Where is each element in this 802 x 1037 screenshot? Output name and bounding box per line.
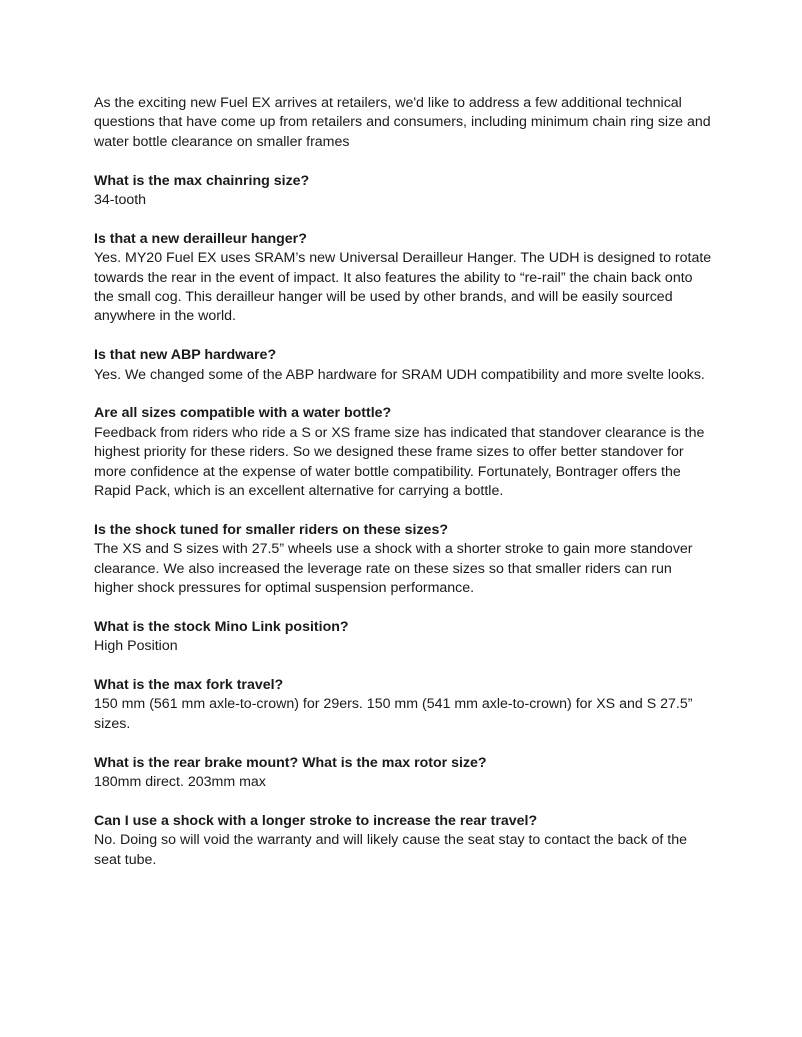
faq-answer: 34-tooth: [94, 192, 147, 209]
faq-answer: The XS and S sizes with 27.5” wheels use a shock with a shorter stroke to gain more standover clearance. We also increased the leverage rate on these sizes so that smaller riders can run higher shock pressures for optimal suspension performance.: [94, 541, 693, 597]
faq-item: [94, 812, 714, 870]
faq-answer: Feedback from riders who ride a S or XS frame size has indicated that standover clearance is the highest priority for these riders. So we designed these frame sizes to offer better standover for more confidence at the expense of water bottle compatibility. Fortunately, Bontrager offers the Rapid Pack, which is an excellent alternative for carrying a bottle.: [94, 424, 705, 500]
faq-item: [94, 521, 714, 599]
document-page: [94, 94, 714, 890]
faq-question: Can I use a shock with a longer stroke to increase the rear travel?: [94, 812, 538, 829]
faq-question: What is the rear brake mount? What is the max rotor size?: [94, 754, 487, 771]
faq-item: [94, 346, 714, 385]
faq-question: Is that a new derailleur hanger?: [94, 230, 307, 247]
faq-item: [94, 754, 714, 793]
faq-item: [94, 618, 714, 657]
faq-answer: Yes. We changed some of the ABP hardware for SRAM UDH compatibility and more svelte looks.: [94, 366, 705, 383]
faq-item: [94, 404, 714, 501]
faq-question: What is the stock Mino Link position?: [94, 618, 349, 635]
faq-item: [94, 230, 714, 327]
faq-item: [94, 172, 714, 211]
faq-question: What is the max fork travel?: [94, 677, 284, 694]
faq-answer: High Position: [94, 638, 178, 655]
faq-answer: Yes. MY20 Fuel EX uses SRAM’s new Universal Derailleur Hanger. The UDH is designed to rotate towards the rear in the event of impact. It also features the ability to “re-rail” the chain back onto the small cog. This derailleur hanger will be used by other brands, and will be easily sourced anywhere in the world.: [94, 250, 712, 325]
faq-item: [94, 676, 714, 734]
faq-question: Are all sizes compatible with a water bottle?: [94, 405, 392, 422]
intro-paragraph: As the exciting new Fuel EX arrives at retailers, we'd like to address a few additional technical questions that have come up from retailers and consumers, including minimum chain ring size and water bottle clearance on smaller frames: [94, 95, 711, 150]
faq-answer: 180mm direct. 203mm max: [94, 774, 266, 791]
faq-answer: 150 mm (561 mm axle-to-crown) for 29ers. 150 mm (541 mm axle-to-crown) for XS and S 27.5” sizes.: [94, 696, 693, 732]
faq-question: What is the max chainring size?: [94, 172, 310, 189]
faq-question: Is that new ABP hardware?: [94, 347, 277, 364]
faq-question: Is the shock tuned for smaller riders on these sizes?: [94, 521, 449, 538]
faq-answer: No. Doing so will void the warranty and will likely cause the seat stay to contact the back of the seat tube.: [94, 832, 688, 868]
